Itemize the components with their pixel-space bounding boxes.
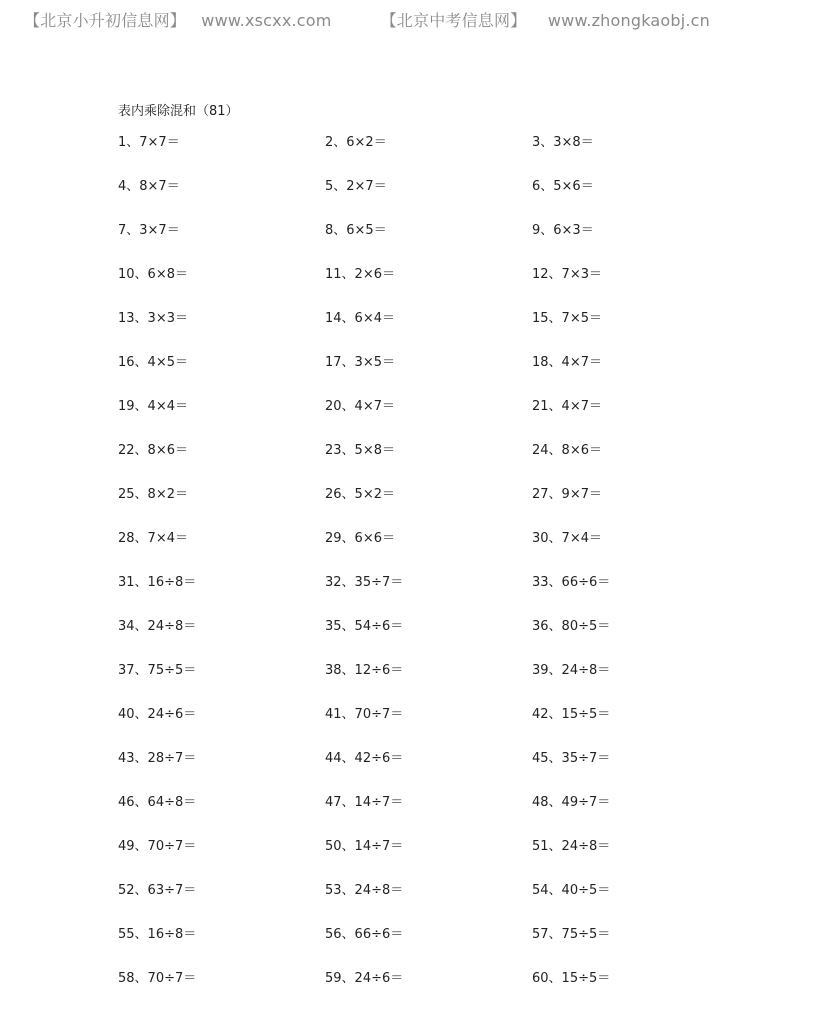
problem-item: 26、5×2＝: [325, 487, 395, 502]
problem-item: 7、3×7＝: [118, 223, 180, 238]
problem-item: 32、35÷7＝: [325, 575, 404, 590]
problem-item: 51、24÷8＝: [532, 839, 611, 854]
problem-item: 45、35÷7＝: [532, 751, 611, 766]
header-site1-name: 【北京小升初信息网】: [24, 11, 187, 30]
problem-item: 6、5×6＝: [532, 179, 594, 194]
problem-item: 55、16÷8＝: [118, 927, 197, 942]
problem-item: 52、63÷7＝: [118, 883, 197, 898]
problem-item: 40、24÷6＝: [118, 707, 197, 722]
problem-item: 56、66÷6＝: [325, 927, 404, 942]
problem-item: 5、2×7＝: [325, 179, 387, 194]
problem-item: 21、4×7＝: [532, 399, 602, 414]
problem-item: 42、15÷5＝: [532, 707, 611, 722]
problem-item: 37、75÷5＝: [118, 663, 197, 678]
problem-item: 20、4×7＝: [325, 399, 395, 414]
problem-item: 1、7×7＝: [118, 135, 180, 150]
problem-item: 15、7×5＝: [532, 311, 602, 326]
problem-item: 12、7×3＝: [532, 267, 602, 282]
problem-item: 19、4×4＝: [118, 399, 188, 414]
problem-item: 60、15÷5＝: [532, 971, 611, 986]
problem-item: 27、9×7＝: [532, 487, 602, 502]
problem-item: 17、3×5＝: [325, 355, 395, 370]
problem-item: 16、4×5＝: [118, 355, 188, 370]
problem-item: 11、2×6＝: [325, 267, 395, 282]
problem-item: 18、4×7＝: [532, 355, 602, 370]
problem-item: 43、28÷7＝: [118, 751, 197, 766]
problem-item: 36、80÷5＝: [532, 619, 611, 634]
problem-item: 24、8×6＝: [532, 443, 602, 458]
problem-item: 4、8×7＝: [118, 179, 180, 194]
problem-item: 38、12÷6＝: [325, 663, 404, 678]
problem-item: 53、24÷8＝: [325, 883, 404, 898]
problem-item: 28、7×4＝: [118, 531, 188, 546]
problem-item: 9、6×3＝: [532, 223, 594, 238]
problem-item: 46、64÷8＝: [118, 795, 197, 810]
problem-item: 44、42÷6＝: [325, 751, 404, 766]
worksheet-title: 表内乘除混和（81）: [118, 104, 239, 119]
header-site1-url[interactable]: www.xscxx.com: [201, 11, 332, 30]
problem-item: 31、16÷8＝: [118, 575, 197, 590]
problem-item: 59、24÷6＝: [325, 971, 404, 986]
problem-item: 25、8×2＝: [118, 487, 188, 502]
problem-item: 41、70÷7＝: [325, 707, 404, 722]
problem-item: 29、6×6＝: [325, 531, 395, 546]
problem-item: 58、70÷7＝: [118, 971, 197, 986]
problem-item: 49、70÷7＝: [118, 839, 197, 854]
problem-item: 39、24÷8＝: [532, 663, 611, 678]
problem-grid: [118, 132, 758, 1012]
problem-item: 33、66÷6＝: [532, 575, 611, 590]
problem-item: 30、7×4＝: [532, 531, 602, 546]
problem-item: 57、75÷5＝: [532, 927, 611, 942]
header-site2-name: 【北京中考信息网】: [380, 11, 527, 30]
page-header: [24, 8, 710, 30]
header-site2-url[interactable]: www.zhongkaobj.cn: [547, 11, 710, 30]
problem-item: 2、6×2＝: [325, 135, 387, 150]
problem-item: 47、14÷7＝: [325, 795, 404, 810]
problem-item: 50、14÷7＝: [325, 839, 404, 854]
problem-item: 35、54÷6＝: [325, 619, 404, 634]
problem-item: 10、6×8＝: [118, 267, 188, 282]
problem-item: 8、6×5＝: [325, 223, 387, 238]
problem-item: 14、6×4＝: [325, 311, 395, 326]
problem-item: 13、3×3＝: [118, 311, 188, 326]
problem-item: 22、8×6＝: [118, 443, 188, 458]
problem-item: 48、49÷7＝: [532, 795, 611, 810]
problem-item: 54、40÷5＝: [532, 883, 611, 898]
problem-item: 3、3×8＝: [532, 135, 594, 150]
problem-item: 23、5×8＝: [325, 443, 395, 458]
problem-item: 34、24÷8＝: [118, 619, 197, 634]
